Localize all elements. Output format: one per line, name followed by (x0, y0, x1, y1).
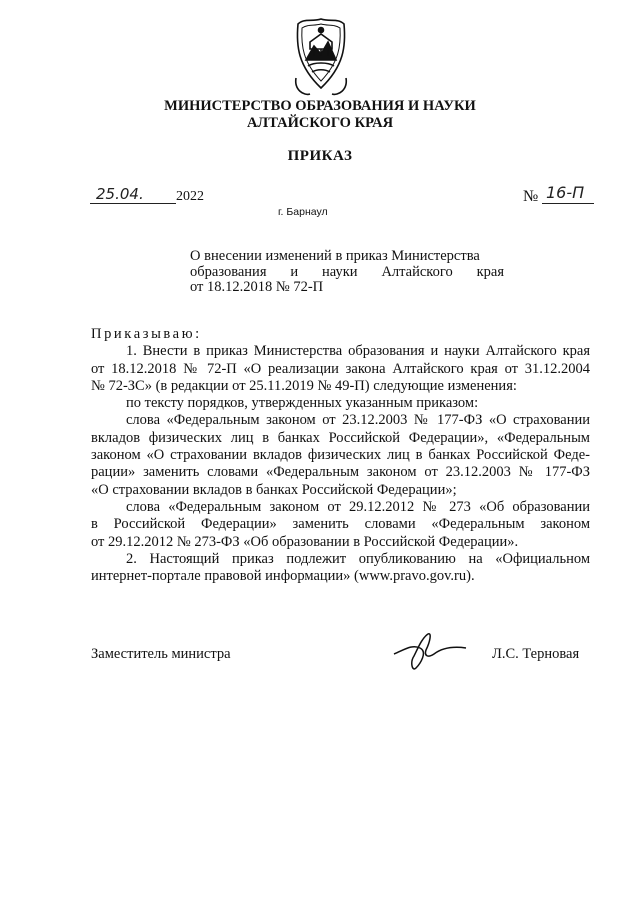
signatory-position: Заместитель министра (91, 646, 231, 662)
handwritten-number (544, 180, 590, 204)
paragraph-5-line-2: интернет-портале правовой информации» (www.pravo.gov.ru). (91, 568, 475, 585)
subject-line-3: от 18.12.2018 № 72-П (190, 279, 324, 295)
paragraph-3-line-5: «О страховании вкладов в банках Российской Федерации»; (91, 481, 457, 498)
paragraph-4-line-1: слова «Федеральным законом от 29.12.2012 № 273 «Об образовании (126, 498, 590, 515)
paragraph-4-line-2: в Российской Федерации» заменить словами «Федеральным законом (91, 516, 590, 533)
paragraph-4-line-3: от 29.12.2012 № 273-ФЗ «Об образовании в Российской Федерации». (91, 533, 519, 550)
subject-line-2: образования и науки Алтайского края (190, 263, 504, 280)
paragraph-3-line-4: рации» заменить словами «Федеральным законом от 23.12.2003 № 177-ФЗ (91, 464, 590, 481)
paragraph-3-line-2: вкладов физических лиц в банках Российской Федерации», «Федеральным (91, 429, 590, 446)
date-underline (90, 203, 176, 204)
order-body (91, 326, 590, 585)
signatory-name: Л.С. Терновая (492, 646, 580, 662)
document-type: ПРИКАЗ (287, 148, 353, 164)
number-underline (542, 203, 594, 204)
handwritten-date-text: 25.04. (96, 185, 144, 203)
city: г. Барнаул (278, 206, 328, 218)
order-subject (190, 249, 504, 296)
handwritten-signature (390, 628, 470, 680)
ministry-line-1: МИНИСТЕРСТВО ОБРАЗОВАНИЯ И НАУКИ (164, 98, 476, 114)
paragraph-1-line-2: от 18.12.2018 № 72-П «О реализации закона Алтайского края от 31.12.2004 (91, 360, 590, 377)
date-year: 2022 (176, 189, 204, 204)
paragraph-3-line-1: слова «Федеральным законом от 23.12.2003 № 177-ФЗ «О страховании (126, 412, 590, 429)
paragraph-3-line-3: законом «О страховании вкладов физических лиц в банках Российской Феде- (91, 447, 590, 464)
subject-line-1: О внесении изменений в приказ Министерства (190, 248, 480, 264)
paragraph-1-line-1: 1. Внести в приказ Министерства образования и науки Алтайского края (126, 343, 590, 360)
ministry-name (100, 98, 540, 132)
number-sign: № (523, 188, 539, 205)
handwritten-date (90, 182, 174, 204)
paragraph-5-line-1: 2. Настоящий приказ подлежит опубликованию на «Официальном (126, 550, 590, 567)
altai-krai-emblem (290, 16, 352, 100)
ministry-line-2: АЛТАЙСКОГО КРАЯ (246, 115, 394, 131)
handwritten-number-text: 16-П (546, 183, 585, 202)
order-word: Приказываю: (91, 326, 202, 342)
paragraph-1-line-3: № 72-ЗС» (в редакции от 25.11.2019 № 49-П) следующие изменения: (91, 377, 517, 394)
paragraph-2-line-1: по тексту порядков, утвержденных указанным приказом: (126, 395, 479, 412)
